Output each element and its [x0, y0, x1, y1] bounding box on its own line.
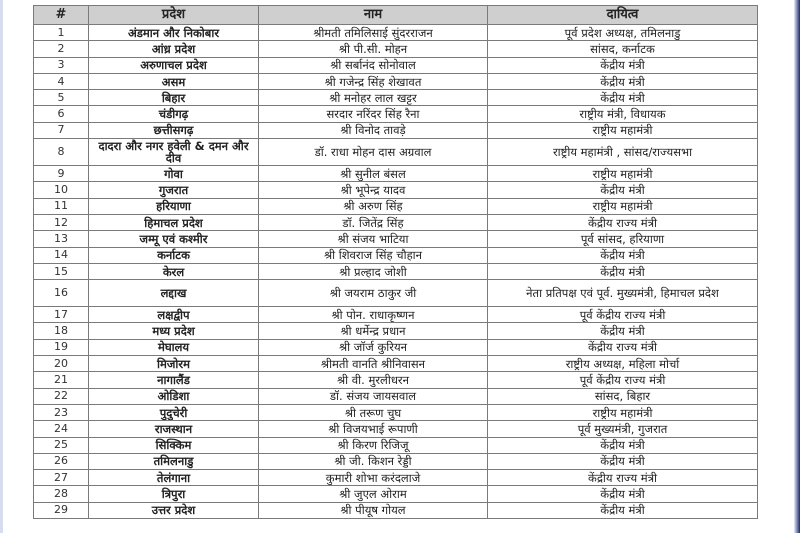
- cell-role: केंद्रीय राज्य मंत्री: [488, 339, 758, 355]
- cell-state: तमिलनाडु: [89, 453, 259, 469]
- cell-num: 2: [34, 41, 89, 57]
- cell-state: त्रिपुरा: [89, 486, 259, 502]
- cell-name: श्री प्रल्हाद जोशी: [259, 263, 488, 279]
- cell-state: लद्दाख: [89, 280, 259, 307]
- header-state: प्रदेश: [89, 6, 259, 25]
- cell-state: बिहार: [89, 90, 259, 106]
- cell-role: पूर्व मुख्यमंत्री, गुजरात: [488, 421, 758, 437]
- table-row: [34, 214, 758, 230]
- table-header-row: [34, 6, 758, 25]
- cell-num: 6: [34, 106, 89, 122]
- table-row: [34, 323, 758, 339]
- cell-name: कुमारी शोभा करंदलाजे: [259, 470, 488, 486]
- cell-name: श्री सुनील बंसल: [259, 166, 488, 182]
- table-row: [34, 502, 758, 518]
- cell-role: राष्ट्रीय महामंत्री , सांसद/राज्यसभा: [488, 139, 758, 166]
- cell-name: श्री जयराम ठाकुर जी: [259, 280, 488, 307]
- table-row: [34, 198, 758, 214]
- cell-state: नागालैंड: [89, 372, 259, 388]
- cell-name: डॉ. संजय जायसवाल: [259, 388, 488, 404]
- table-row: [34, 263, 758, 279]
- cell-state: पुदुचेरी: [89, 404, 259, 420]
- table-row: [34, 437, 758, 453]
- cell-num: 29: [34, 502, 89, 518]
- right-edge-strip: [794, 0, 800, 533]
- table-row: [34, 25, 758, 41]
- table-row: [34, 280, 758, 307]
- table-row: [34, 106, 758, 122]
- cell-num: 20: [34, 356, 89, 372]
- cell-state: दादरा और नगर हवेली & दमन और दीव: [89, 139, 259, 166]
- table-row: [34, 139, 758, 166]
- table-row: [34, 57, 758, 73]
- cell-role: सांसद, बिहार: [488, 388, 758, 404]
- table-row: [34, 73, 758, 89]
- cell-num: 14: [34, 247, 89, 263]
- cell-state: आंध्र प्रदेश: [89, 41, 259, 57]
- cell-role: केंद्रीय मंत्री: [488, 323, 758, 339]
- cell-state: केरल: [89, 263, 259, 279]
- observers-table: [33, 5, 758, 519]
- cell-name: श्रीमती वानति श्रीनिवासन: [259, 356, 488, 372]
- cell-state: मध्य प्रदेश: [89, 323, 259, 339]
- cell-role: केंद्रीय मंत्री: [488, 502, 758, 518]
- cell-role: केंद्रीय मंत्री: [488, 486, 758, 502]
- table-row: [34, 307, 758, 323]
- cell-state: लक्षद्वीप: [89, 307, 259, 323]
- cell-name: श्री जॉर्ज कुरियन: [259, 339, 488, 355]
- cell-role: नेता प्रतिपक्ष एवं पूर्व. मुख्यमंत्री, हिमाचल प्रदेश: [488, 280, 758, 307]
- cell-state: अंडमान और निकोबार: [89, 25, 259, 41]
- table-row: [34, 182, 758, 198]
- cell-num: 28: [34, 486, 89, 502]
- cell-name: श्री पोन. राधाकृष्णन: [259, 307, 488, 323]
- cell-num: 24: [34, 421, 89, 437]
- cell-role: राष्ट्रीय महामंत्री: [488, 122, 758, 138]
- cell-num: 1: [34, 25, 89, 41]
- cell-state: गोवा: [89, 166, 259, 182]
- cell-num: 19: [34, 339, 89, 355]
- cell-num: 22: [34, 388, 89, 404]
- cell-num: 13: [34, 231, 89, 247]
- cell-role: केंद्रीय मंत्री: [488, 57, 758, 73]
- cell-name: श्रीमती तमिलिसाई सुंदरराजन: [259, 25, 488, 41]
- cell-num: 21: [34, 372, 89, 388]
- table-row: [34, 41, 758, 57]
- cell-name: श्री गजेन्द्र सिंह शेखावत: [259, 73, 488, 89]
- cell-role: सांसद, कर्नाटक: [488, 41, 758, 57]
- cell-num: 4: [34, 73, 89, 89]
- cell-num: 15: [34, 263, 89, 279]
- table-row: [34, 470, 758, 486]
- table-row: [34, 453, 758, 469]
- cell-name: श्री जुएल ओराम: [259, 486, 488, 502]
- cell-name: श्री जी. किशन रेड्डी: [259, 453, 488, 469]
- cell-role: पूर्व केंद्रीय राज्य मंत्री: [488, 307, 758, 323]
- cell-state: राजस्थान: [89, 421, 259, 437]
- cell-state: सिक्किम: [89, 437, 259, 453]
- cell-num: 8: [34, 139, 89, 166]
- table-row: [34, 90, 758, 106]
- table-row: [34, 231, 758, 247]
- header-num: #: [34, 6, 89, 25]
- cell-role: राष्ट्रीय मंत्री, विधायक: [488, 106, 758, 122]
- table-row: [34, 247, 758, 263]
- table-row: [34, 388, 758, 404]
- cell-num: 26: [34, 453, 89, 469]
- table-body: [34, 25, 758, 519]
- cell-state: कर्नाटक: [89, 247, 259, 263]
- header-role: दायित्व: [488, 6, 758, 25]
- cell-num: 12: [34, 214, 89, 230]
- table-row: [34, 356, 758, 372]
- cell-role: केंद्रीय राज्य मंत्री: [488, 470, 758, 486]
- cell-name: श्री वी. मुरलीधरन: [259, 372, 488, 388]
- cell-num: 17: [34, 307, 89, 323]
- cell-name: श्री धर्मेन्द्र प्रधान: [259, 323, 488, 339]
- cell-name: श्री संजय भाटिया: [259, 231, 488, 247]
- cell-state: छत्तीसगढ़: [89, 122, 259, 138]
- cell-state: मिजोरम: [89, 356, 259, 372]
- cell-state: मेघालय: [89, 339, 259, 355]
- cell-num: 27: [34, 470, 89, 486]
- header-name: नाम: [259, 6, 488, 25]
- cell-num: 23: [34, 404, 89, 420]
- table-row: [34, 421, 758, 437]
- cell-name: श्री शिवराज सिंह चौहान: [259, 247, 488, 263]
- cell-role: राष्ट्रीय महामंत्री: [488, 166, 758, 182]
- cell-role: केंद्रीय मंत्री: [488, 437, 758, 453]
- cell-role: राष्ट्रीय महामंत्री: [488, 404, 758, 420]
- cell-role: पूर्व प्रदेश अध्यक्ष, तमिलनाडु: [488, 25, 758, 41]
- cell-state: अरुणाचल प्रदेश: [89, 57, 259, 73]
- cell-state: उत्तर प्रदेश: [89, 502, 259, 518]
- cell-state: जम्मू एवं कश्मीर: [89, 231, 259, 247]
- cell-num: 16: [34, 280, 89, 307]
- cell-role: केंद्रीय मंत्री: [488, 73, 758, 89]
- cell-name: श्री किरण रिजिजू: [259, 437, 488, 453]
- cell-name: श्री सर्बानंद सोनोवाल: [259, 57, 488, 73]
- cell-num: 3: [34, 57, 89, 73]
- cell-state: ओडिशा: [89, 388, 259, 404]
- table-row: [34, 339, 758, 355]
- cell-name: श्री अरुण सिंह: [259, 198, 488, 214]
- cell-role: केंद्रीय मंत्री: [488, 247, 758, 263]
- table-row: [34, 122, 758, 138]
- cell-name: श्री पीयूष गोयल: [259, 502, 488, 518]
- cell-num: 18: [34, 323, 89, 339]
- cell-num: 10: [34, 182, 89, 198]
- cell-num: 11: [34, 198, 89, 214]
- cell-state: हरियाणा: [89, 198, 259, 214]
- cell-role: पूर्व केंद्रीय राज्य मंत्री: [488, 372, 758, 388]
- table-row: [34, 486, 758, 502]
- cell-num: 5: [34, 90, 89, 106]
- cell-state: असम: [89, 73, 259, 89]
- cell-role: राष्ट्रीय अध्यक्ष, महिला मोर्चा: [488, 356, 758, 372]
- cell-name: श्री तरूण चुघ: [259, 404, 488, 420]
- table-row: [34, 404, 758, 420]
- cell-role: केंद्रीय राज्य मंत्री: [488, 214, 758, 230]
- cell-name: श्री पी.सी. मोहन: [259, 41, 488, 57]
- cell-role: राष्ट्रीय महामंत्री: [488, 198, 758, 214]
- cell-role: केंद्रीय मंत्री: [488, 453, 758, 469]
- cell-num: 25: [34, 437, 89, 453]
- cell-state: चंडीगढ़: [89, 106, 259, 122]
- cell-name: श्री मनोहर लाल खट्टर: [259, 90, 488, 106]
- cell-name: श्री भूपेन्द्र यादव: [259, 182, 488, 198]
- table-row: [34, 372, 758, 388]
- cell-state: हिमाचल प्रदेश: [89, 214, 259, 230]
- cell-name: डॉ. जितेंद्र सिंह: [259, 214, 488, 230]
- cell-role: केंद्रीय मंत्री: [488, 263, 758, 279]
- cell-num: 9: [34, 166, 89, 182]
- left-edge-strip: [0, 0, 3, 533]
- cell-name: सरदार नरिंदर सिंह रैना: [259, 106, 488, 122]
- cell-state: तेलंगाना: [89, 470, 259, 486]
- cell-name: डॉ. राधा मोहन दास अग्रवाल: [259, 139, 488, 166]
- table-row: [34, 166, 758, 182]
- cell-name: श्री विजयभाई रूपाणी: [259, 421, 488, 437]
- cell-role: केंद्रीय मंत्री: [488, 90, 758, 106]
- cell-num: 7: [34, 122, 89, 138]
- cell-name: श्री विनोद तावड़े: [259, 122, 488, 138]
- cell-role: केंद्रीय मंत्री: [488, 182, 758, 198]
- cell-state: गुजरात: [89, 182, 259, 198]
- cell-role: पूर्व सांसद, हरियाणा: [488, 231, 758, 247]
